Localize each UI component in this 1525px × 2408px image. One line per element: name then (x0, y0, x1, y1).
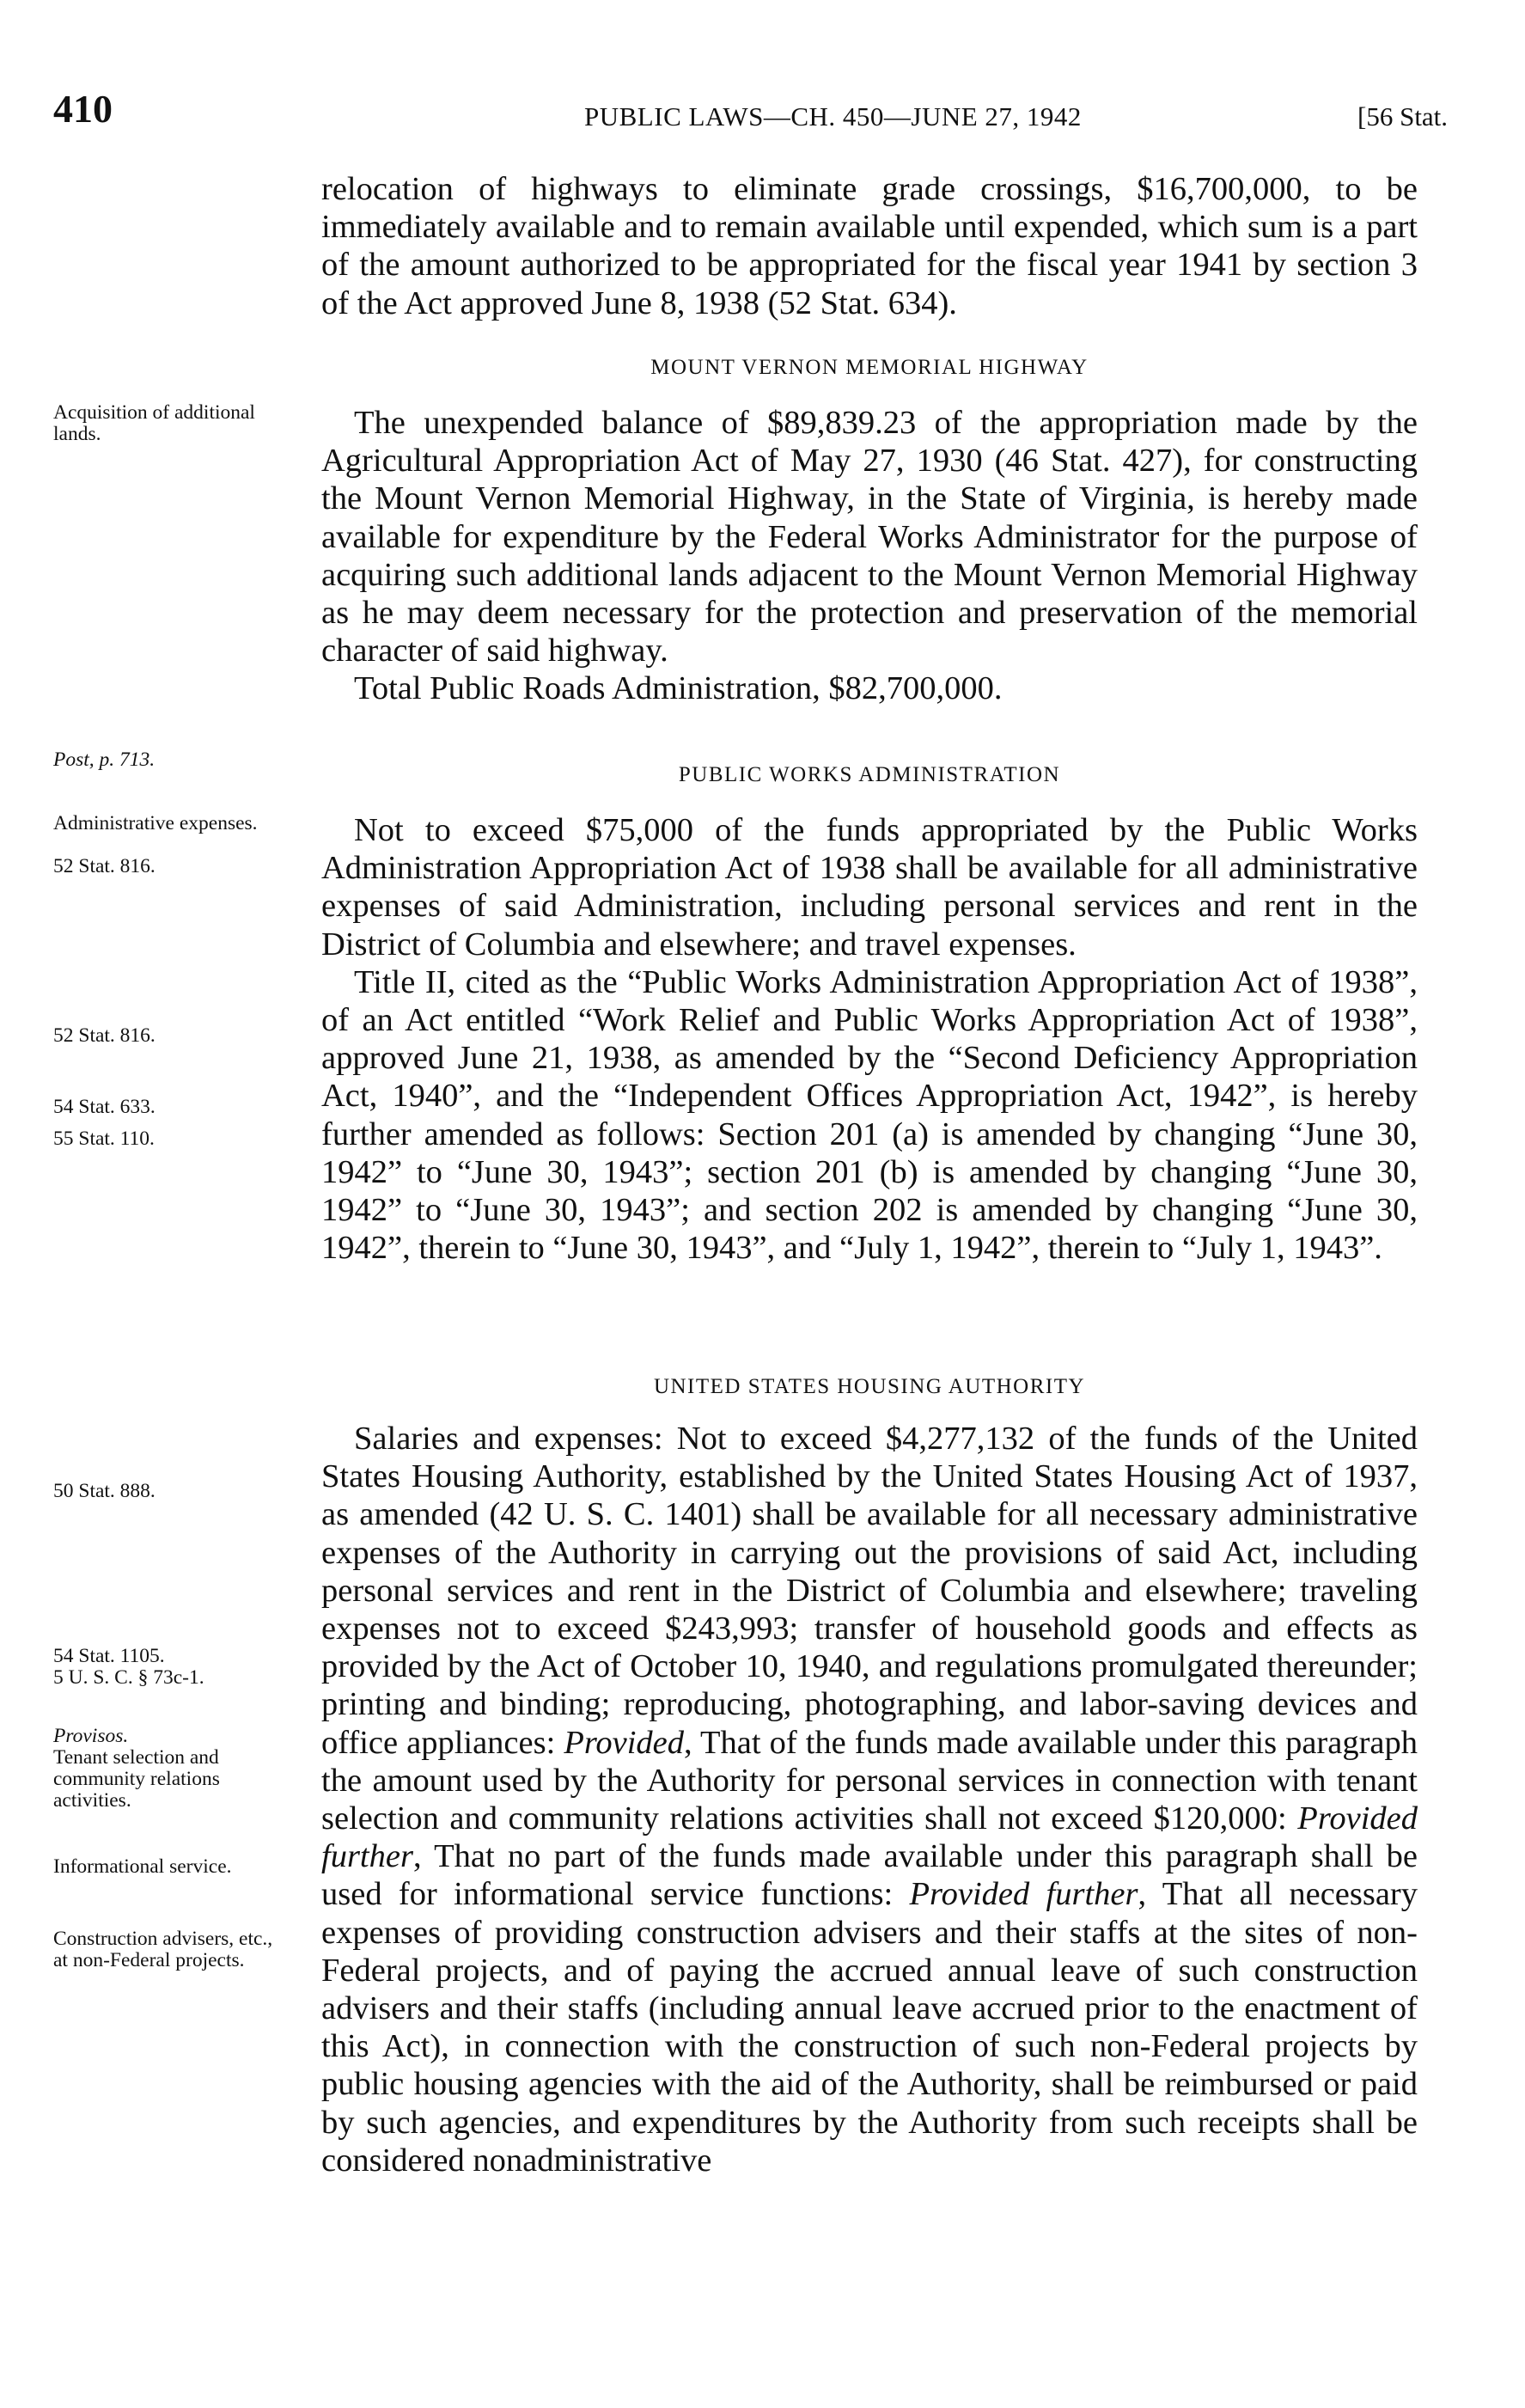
usha-paragraph (321, 1420, 1418, 2179)
margin-note-acquisition: Acquisition of additional lands. (53, 401, 255, 445)
margin-note-informational: Informational service. (53, 1855, 232, 1878)
page-number: 410 (53, 87, 113, 131)
margin-note-provisos: Provisos. (53, 1725, 129, 1747)
continuation-paragraph: relocation of highways to eliminate grade crossings, $16,700,000, to be immediately available and to remain available until expended, which sum is a part of the amount authorized to be appropriated for the fiscal year 1941 by section 3 of the Act approved June 8, 1938 (52 Stat. 634). (321, 171, 1418, 321)
usha-text-d: , That all necessary expenses of providing construction advisers and their staffs at the sites of non-Federal projects, and of paying the accrued annual leave of such construction advisers and their staffs (including annual leave accrued prior to the enactment of this Act), in connection with the construction of such non-Federal projects by public housing agencies with the aid of the Authority, shall be reimbursed or paid by such agencies, and expenditures by the Authority from such receipts shall be considered nonadministrative (321, 1876, 1418, 2179)
margin-note-stat-1105: 54 Stat. 1105. (53, 1645, 165, 1667)
margin-note-stat-110: 55 Stat. 110. (53, 1128, 155, 1150)
running-title: PUBLIC LAWS—CH. 450—JUNE 27, 1942 (584, 101, 1082, 131)
proviso-1: Provided (564, 1724, 685, 1761)
statute-reference: [56 Stat. (1357, 101, 1449, 131)
pwa-paragraph-2: Title II, cited as the “Public Works Administration Appropriation Act of 1938”, of an Act entitled “Work Relief and Public Works Appropriation Act of 1938”, approved June 21, 1938, as amended by the “Second Deficiency Appropriation Act, 1940”, and the “Independent Offices Appropriation Act, 1942”, is hereby further amended as follows: Section 201 (a) is amended by changing “June 30, 1942” to “June 30, 1943”; section 201 (b) is amended by changing “June 30, 1942” to “June 30, 1943”; and section 202 is amended by changing “June 30, 1942”, therein to “June 30, 1943”, and “July 1, 1942”, therein to “July 1, 1943”. (321, 963, 1418, 1267)
usha-heading: UNITED STATES HOUSING AUTHORITY (653, 1375, 1086, 1398)
margin-note-stat-816-b: 52 Stat. 816. (53, 1024, 156, 1047)
usha-text-b: , That of the funds made available under this paragraph the amount used by the Authority for personal services in connection with tenant selection and community relations activities shall not exceed $120,000: (321, 1724, 1418, 1837)
pwa-block (321, 811, 1418, 1267)
margin-note-construction: Construction advisers, etc., at non-Federal projects. (53, 1928, 273, 1971)
mount-vernon-heading: MOUNT VERNON MEMORIAL HIGHWAY (650, 356, 1089, 379)
mount-vernon-paragraph: The unexpended balance of $89,839.23 of the appropriation made by the Agricultural Appropriation Act of May 27, 1930 (46 Stat. 427), for constructing the Mount Vernon Memorial Highway, in the State of Virginia, is hereby made available for expenditure by the Federal Works Administrator for the purpose of acquiring such additional lands adjacent to the Mount Vernon Memorial Highway as he may deem necessary for the protection and preservation of the memorial character of said highway. (321, 405, 1418, 669)
usha-block (321, 1420, 1418, 2179)
mount-vernon-block (321, 404, 1418, 708)
proviso-3: Provided further (909, 1876, 1138, 1913)
margin-note-stat-888: 50 Stat. 888. (53, 1480, 156, 1502)
pwa-heading: PUBLIC WORKS ADMINISTRATION (678, 763, 1061, 786)
margin-note-tenant: Tenant selection and community relations activities. (53, 1746, 220, 1812)
margin-note-stat-633: 54 Stat. 633. (53, 1096, 156, 1118)
pwa-paragraph-1: Not to exceed $75,000 of the funds appropriated by the Public Works Administration Appropriation Act of 1938 shall be available for all administrative expenses of said Administration, including personal services and rent in the District of Columbia and elsewhere; and travel expenses. (321, 812, 1418, 963)
margin-note-usc-73c: 5 U. S. C. § 73c-1. (53, 1666, 204, 1689)
margin-note-stat-816-a: 52 Stat. 816. (53, 855, 156, 877)
proviso-2: Provided further (321, 1800, 1418, 1875)
margin-note-post: Post, p. 713. (53, 749, 156, 771)
usha-text-c: , That no part of the funds made available under this paragraph shall be used for informational service functions: (321, 1838, 1418, 1913)
continuation-block (321, 170, 1418, 322)
usha-text-a: Salaries and expenses: Not to exceed $4,277,132 of the funds of the United States Housing Authority, established by the United States Housing Act of 1937, as amended (42 U. S. C. 1401) shall be available for all necessary administrative expenses of the Authority in carrying out the provisions of said Act, including personal services and rent in the District of Columbia and elsewhere; traveling expenses not to exceed $243,993; transfer of household goods and effects as provided by the Act of October 10, 1940, and regulations promulgated thereunder; printing and binding; reproducing, photographing, and labor-saving devices and office appliances: (321, 1421, 1418, 1761)
margin-note-admin-expenses: Administrative expenses. (53, 812, 258, 834)
roads-total-paragraph: Total Public Roads Administration, $82,700,000. (354, 670, 1003, 707)
